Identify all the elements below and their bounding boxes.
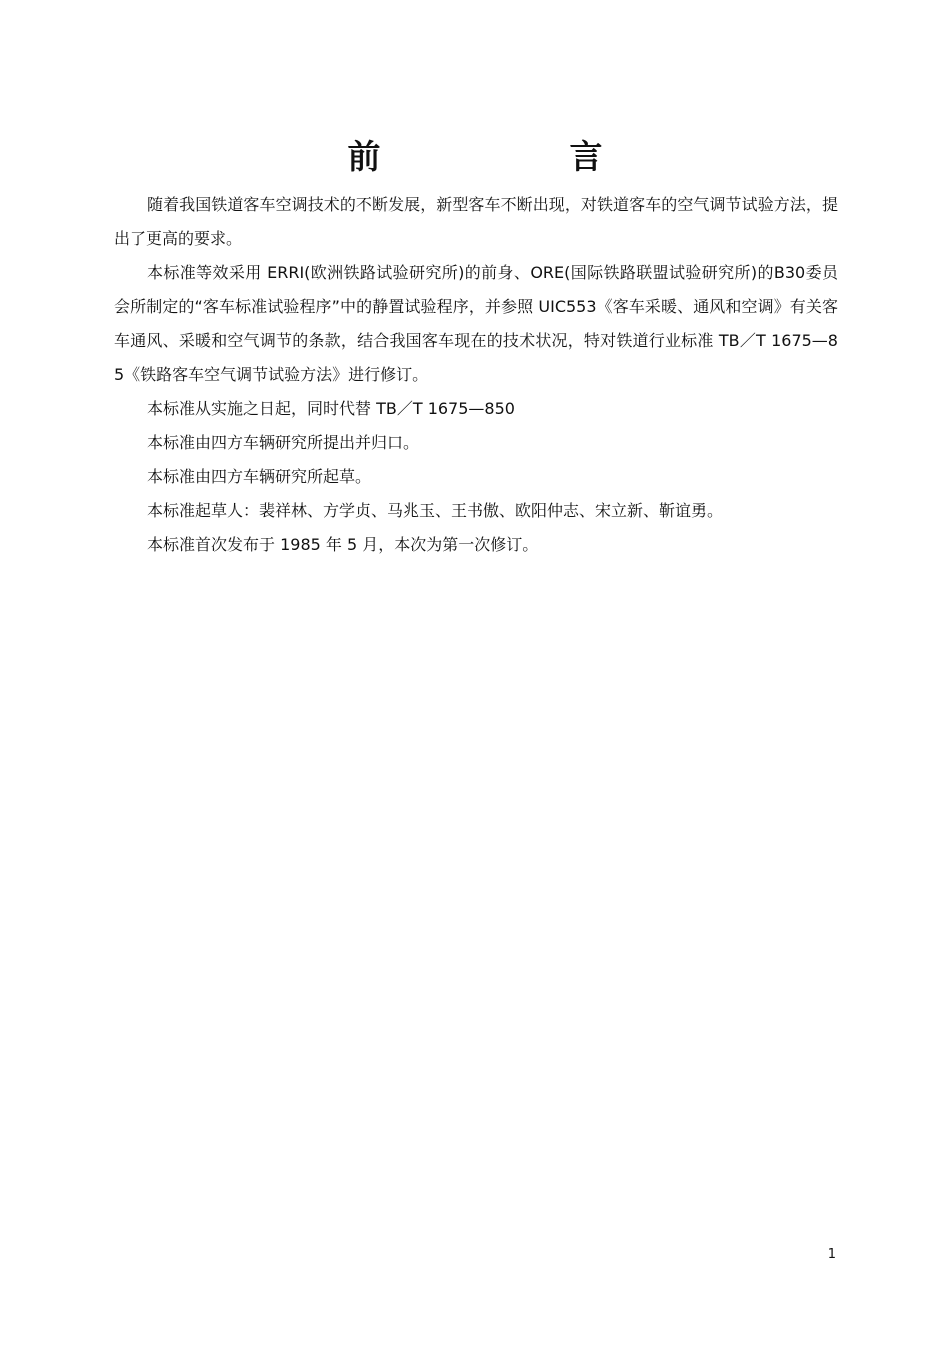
preface-body [114, 188, 838, 562]
preface-paragraph-basis: 本标准等效采用 ERRI(欧洲铁路试验研究所)的前身、ORE(国际铁路联盟试验研究所)的B30委员会所制定的“客车标准试验程序”中的静置试验程序，并参照 UIC553《客车采暖、通风和空调》有关客车通风、采暖和空气调节的条款，结合我国客车现在的技术状况，特对铁道行业标准 TB／T 1675—85《铁路客车空气调节试验方法》进行修订。 [114, 263, 838, 384]
page-number: 1 [827, 1247, 836, 1262]
preface-paragraph-history: 本标准首次发布于 1985 年 5 月，本次为第一次修订。 [147, 535, 539, 554]
preface-paragraph-replacement: 本标准从实施之日起，同时代替 TB／T 1675—850 [147, 399, 515, 418]
preface-title: 前 言 [347, 137, 681, 177]
preface-paragraph-development: 随着我国铁道客车空调技术的不断发展，新型客车不断出现，对铁道客车的空气调节试验方法，提出了更高的要求。 [114, 195, 838, 248]
preface-paragraph-drafter: 本标准由四方车辆研究所起草。 [147, 467, 372, 486]
preface-paragraph-authors: 本标准起草人：裴祥林、方学贞、马兆玉、王书傲、欧阳仲志、宋立新、靳谊勇。 [147, 501, 724, 520]
preface-paragraph-proposer: 本标准由四方车辆研究所提出并归口。 [147, 433, 420, 452]
